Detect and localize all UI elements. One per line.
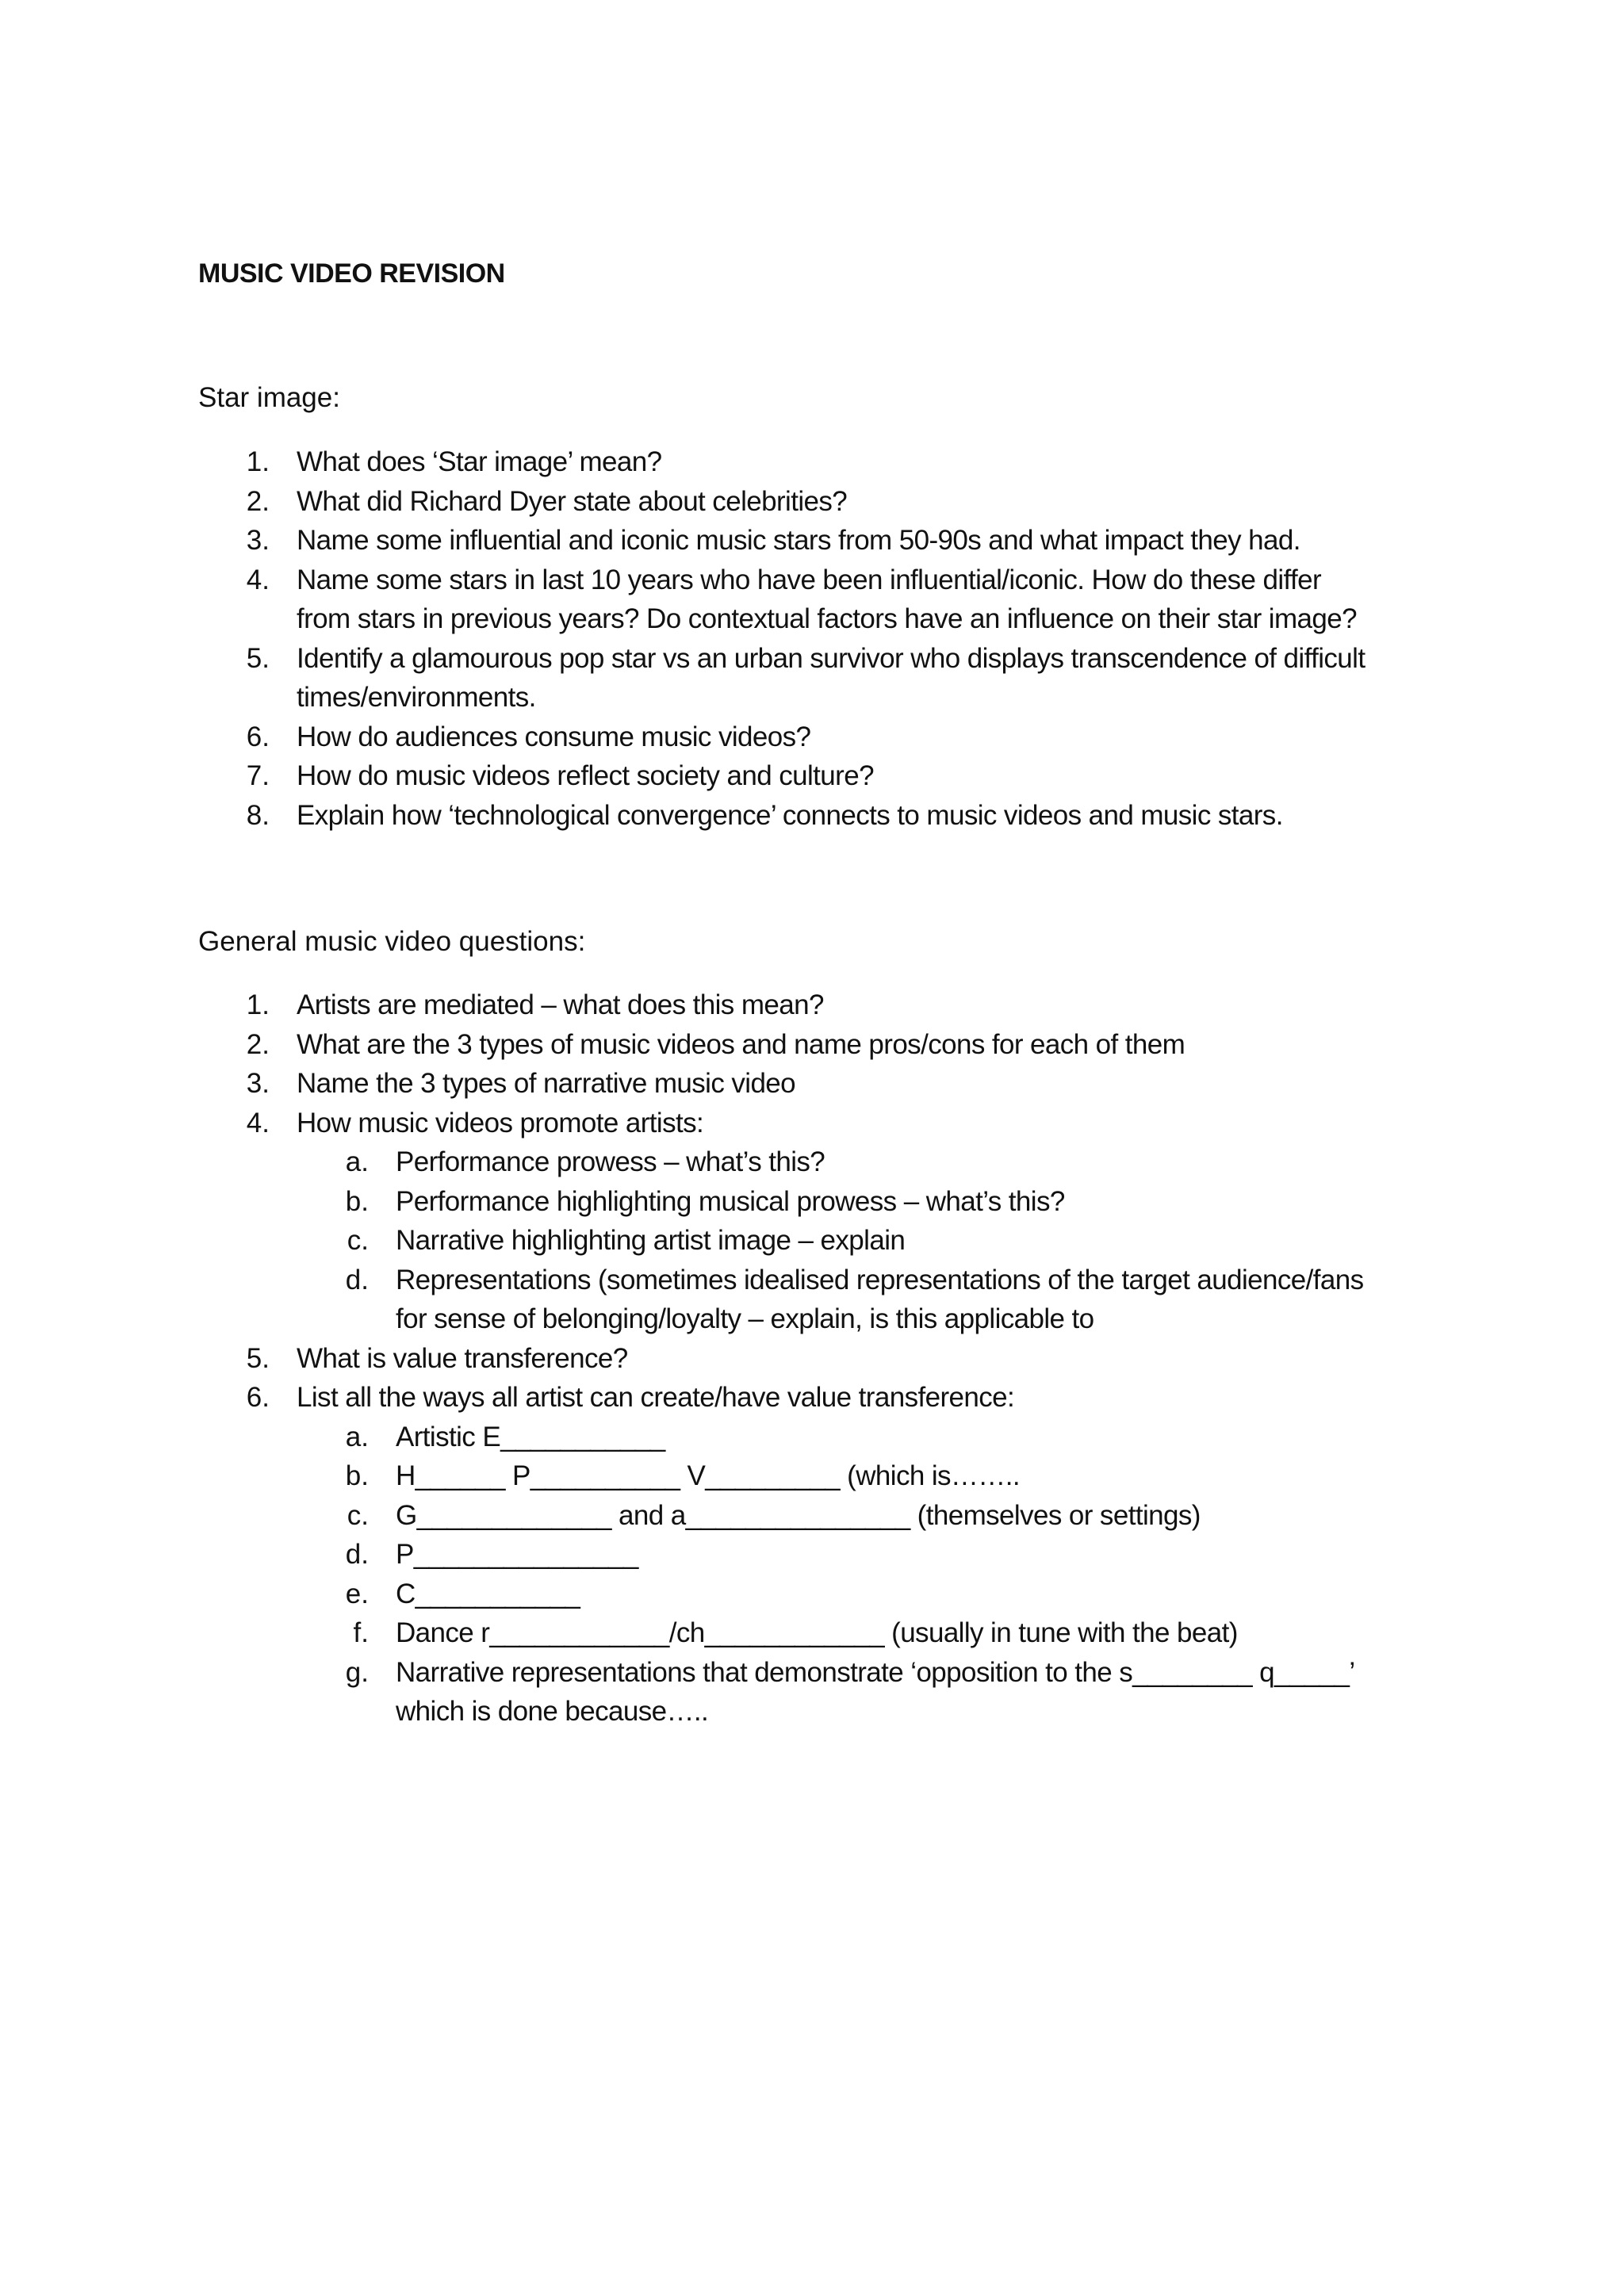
list-item-text: Explain how ‘technological convergence’ connects to music videos and music stars. <box>297 799 1283 831</box>
list-item-number: b. <box>345 1185 369 1217</box>
section-heading-star-image: Star image: <box>198 382 340 413</box>
list-item-text: P_______________ <box>396 1539 638 1570</box>
list-item-text: G_____________ and a_______________ (themselves or settings) <box>396 1499 1201 1531</box>
list-item-text: What is value transference? <box>297 1342 628 1374</box>
list-item-number: 4. <box>246 1107 270 1138</box>
list-item-text: Representations (sometimes idealised representations of the target audience/fans <box>396 1264 1364 1295</box>
list-item-number: c. <box>347 1499 369 1531</box>
list-item-number: 5. <box>246 1342 270 1374</box>
list-item-number: g. <box>345 1656 369 1688</box>
list-item-text: List all the ways all artist can create/have value transference: <box>297 1382 1015 1413</box>
list-item-text: times/environments. <box>297 682 536 713</box>
list-item-text: What does ‘Star image’ mean? <box>297 446 662 477</box>
section-heading-general: General music video questions: <box>198 926 586 957</box>
list-item-number: 7. <box>246 760 270 791</box>
list-item-text: Identify a glamourous pop star vs an urban survivor who displays transcendence of difficult <box>297 642 1365 674</box>
list-item-number: b. <box>345 1460 369 1491</box>
list-item-number: a. <box>345 1146 369 1177</box>
list-item-number: d. <box>345 1264 369 1295</box>
list-item-number: a. <box>345 1421 369 1452</box>
list-item-number: 2. <box>246 1028 270 1060</box>
page-title: MUSIC VIDEO REVISION <box>198 258 505 289</box>
list-item-text: Name the 3 types of narrative music video <box>297 1068 796 1099</box>
list-item-number: 1. <box>246 989 270 1020</box>
list-item-number: e. <box>345 1578 369 1609</box>
list-item-text: Dance r____________/ch____________ (usually in tune with the beat) <box>396 1617 1238 1648</box>
list-item-text: What did Richard Dyer state about celebrities? <box>297 485 848 517</box>
list-item-text: from stars in previous years? Do contextual factors have an influence on their star image? <box>297 603 1357 634</box>
list-item-text: How music videos promote artists: <box>297 1107 704 1138</box>
list-item-text: C___________ <box>396 1578 580 1609</box>
list-item-text: Narrative highlighting artist image – explain <box>396 1225 906 1256</box>
list-item-text: for sense of belonging/loyalty – explain, is this applicable to <box>396 1303 1094 1334</box>
list-item-number: 3. <box>246 525 270 556</box>
list-item-number: 6. <box>246 1382 270 1413</box>
list-item-number: 6. <box>246 721 270 752</box>
list-item-text: Artistic E___________ <box>396 1421 665 1452</box>
list-item-number: 5. <box>246 642 270 674</box>
list-item-text: What are the 3 types of music videos and name pros/cons for each of them <box>297 1028 1185 1060</box>
list-item-number: c. <box>347 1225 369 1256</box>
list-item-number: 4. <box>246 564 270 595</box>
list-item-text: Name some stars in last 10 years who have been influential/iconic. How do these differ <box>297 564 1322 595</box>
list-item-number: f. <box>353 1617 369 1648</box>
list-item-text: Performance highlighting musical prowess – what’s this? <box>396 1185 1065 1217</box>
list-item-text: which is done because….. <box>396 1696 709 1727</box>
list-item-number: 2. <box>246 485 270 517</box>
list-item-number: 1. <box>246 446 270 477</box>
list-item-text: How do music videos reflect society and culture? <box>297 760 874 791</box>
list-item-number: 3. <box>246 1068 270 1099</box>
list-item-text: Name some influential and iconic music stars from 50-90s and what impact they had. <box>297 525 1300 556</box>
list-item-number: d. <box>345 1539 369 1570</box>
list-item-text: Narrative representations that demonstrate ‘opposition to the s________ q_____’ <box>396 1656 1355 1688</box>
list-item-number: 8. <box>246 799 270 831</box>
list-item-text: Performance prowess – what’s this? <box>396 1146 825 1177</box>
list-item-text: H______ P__________ V_________ (which is…….. <box>396 1460 1020 1491</box>
list-item-text: Artists are mediated – what does this mean? <box>297 989 824 1020</box>
list-item-text: How do audiences consume music videos? <box>297 721 811 752</box>
